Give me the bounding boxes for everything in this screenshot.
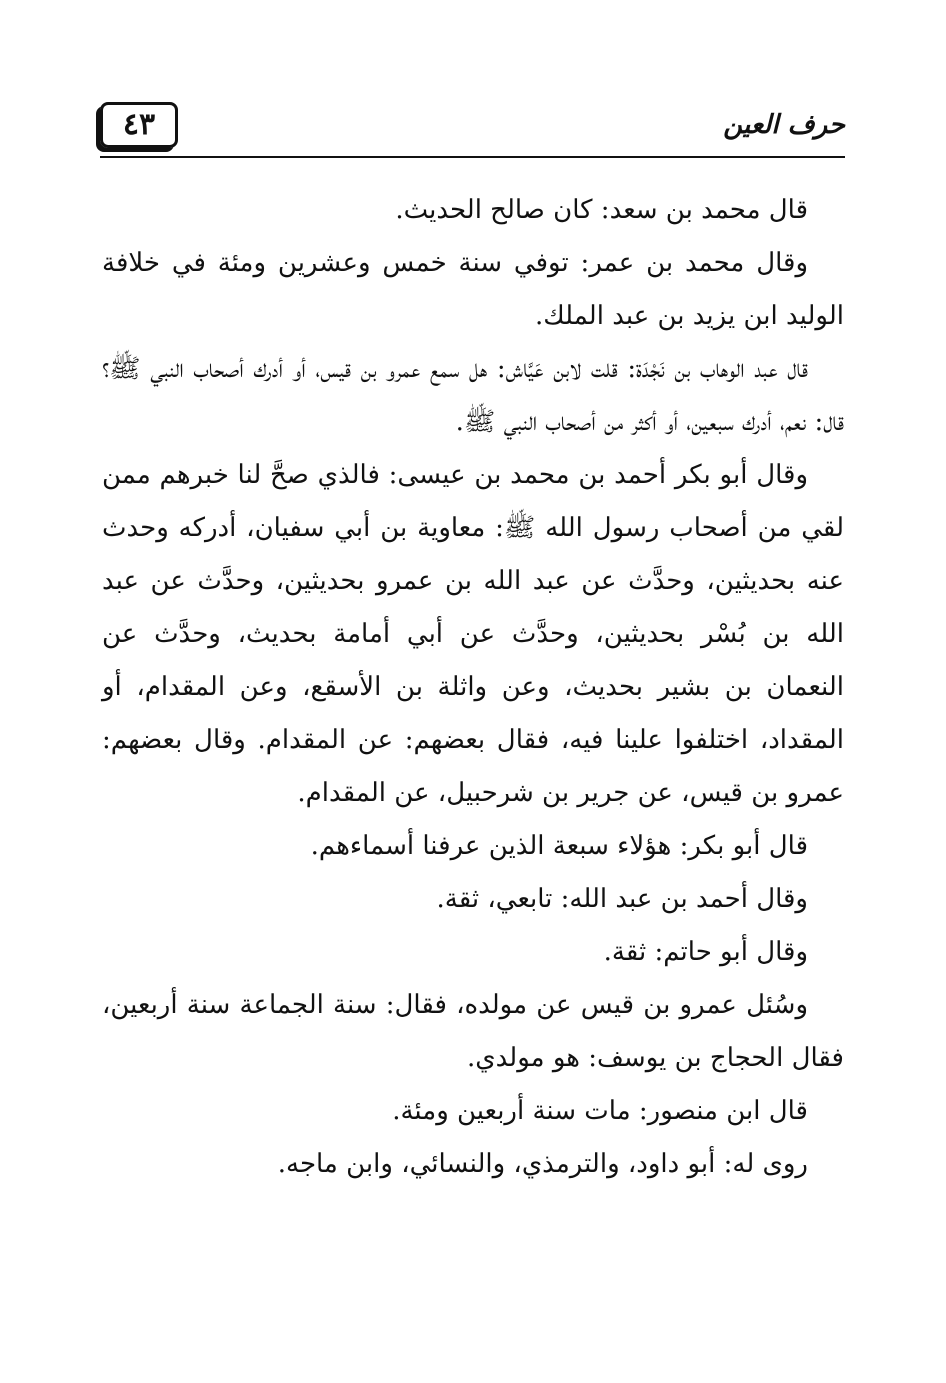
page-header	[100, 100, 845, 156]
paragraph-abu-bakr-seven: قال أبو بكر: هؤلاء سبعة الذين عرفنا أسماءهم.	[310, 831, 808, 861]
paragraph-birth: وسُئل عمرو بن قيس عن مولده، فقال: سنة الجماعة سنة أربعين، فقال الحجاج بن يوسف: هو مولدي.	[102, 990, 844, 1073]
page-number: ٤٣	[100, 102, 178, 148]
header-divider	[100, 156, 845, 158]
paragraph-muhammad-ibn-umar: وقال محمد بن عمر: توفي سنة خمس وعشرين ومئة في خلافة الوليد ابن يزيد بن عبد الملك.	[102, 248, 844, 331]
paragraph-ahmad-ibn-abdullah: وقال أحمد بن عبد الله: تابعي، ثقة.	[436, 884, 808, 914]
chapter-title: حرف العين	[723, 110, 845, 140]
page-body	[102, 184, 844, 1191]
paragraph-narrated-by: روى له: أبو داود، والترمذي، والنسائي، وابن ماجه.	[277, 1149, 808, 1179]
paragraph-abd-al-wahhab: قال عبد الوهاب بن نَجْدَة: قلت لابن عَيَّاش: هل سمع عمرو بن قيس، أو أدرك أصحاب النبي ﷺ؟ قال: نعم، أدرك سبعين، أو أكثر من أصحاب النبي ﷺ.	[102, 354, 844, 437]
paragraph-abu-hatim: وقال أبو حاتم: ثقة.	[603, 937, 808, 967]
paragraph-abu-bakr-narration: وقال أبو بكر أحمد بن محمد بن عيسى: فالذي صحَّ لنا خبرهم ممن لقي من أصحاب رسول الله ﷺ: معاوية بن أبي سفيان، أدركه وحدث عنه بحديثين، وحدَّث عن عبد الله بن عمرو بحديثين، وحدَّث عن عبد الله بن بُسْر بحديثين، وحدَّث عن أبي أمامة بحديث، وحدَّث عن النعمان بن بشير بحديث، وعن واثلة بن الأسقع، وعن المقدام، أو المقداد، اختلفوا علينا فيه، فقال بعضهم: عن المقدام. وقال بعضهم: عمرو بن قيس، عن جرير بن شرحبيل، عن المقدام.	[102, 460, 844, 808]
paragraph-ibn-mansur: قال ابن منصور: مات سنة أربعين ومئة.	[392, 1096, 808, 1126]
paragraph-ibn-saad: قال محمد بن سعد: كان صالح الحديث.	[395, 195, 808, 225]
